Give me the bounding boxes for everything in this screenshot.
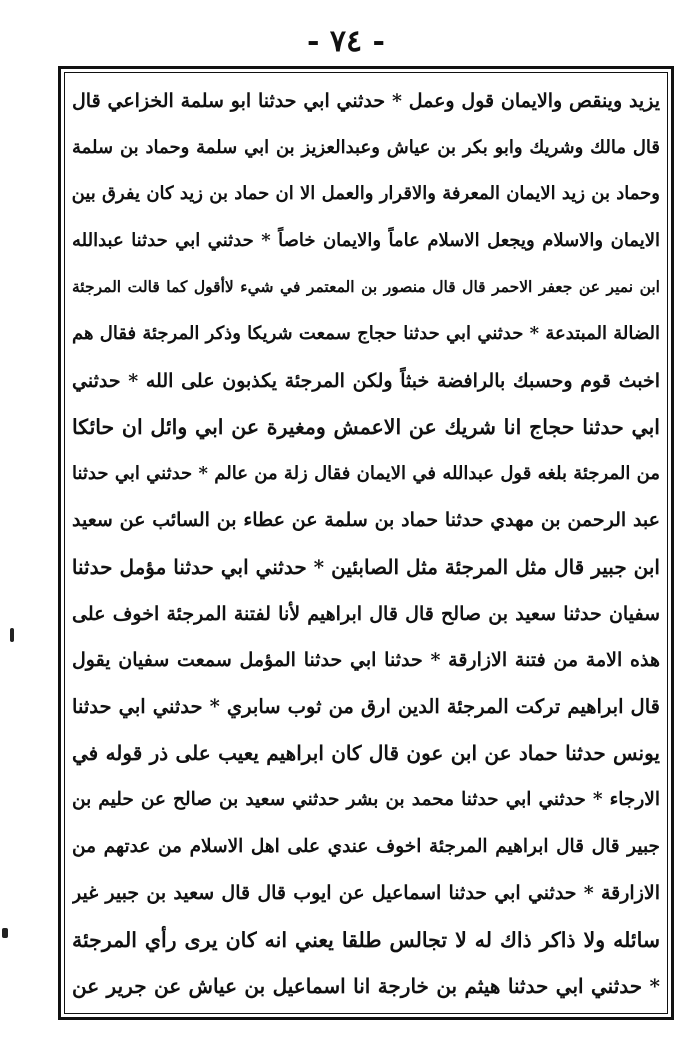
text-line: الازارقة * حدثني ابي حدثنا اسماعيل عن ايوب قال قال سعيد بن جبير غير bbox=[72, 882, 660, 905]
text-line: جبير قال قال ابراهيم المرجئة اخوف عندي على اهل الاسلام من عدتهم من bbox=[72, 835, 660, 857]
text-line: ابن جبير قال مثل المرجئة مثل الصابئين * حدثني ابي حدثنا مؤمل حدثنا bbox=[72, 554, 660, 579]
text-body bbox=[72, 78, 660, 1010]
text-line: وحماد بن زيد الايمان المعرفة والاقرار والعمل الا ان حماد بن زيد كان يفرق بين bbox=[72, 183, 660, 205]
text-line: سائله ولا ذاكر ذاك له لا تجالس طلقا يعني انه كان يرى رأي المرجئة bbox=[72, 927, 660, 952]
text-line: الضالة المبتدعة * حدثني ابي حدثنا حجاج سمعت شريكا وذكر المرجئة فقال هم bbox=[72, 322, 660, 344]
margin-mark bbox=[10, 628, 14, 642]
text-line: هذه الامة من فتنة الازارقة * حدثنا ابي حدثنا المؤمل سمعت سفيان يقول bbox=[72, 649, 660, 672]
text-line: الارجاء * حدثني ابي حدثنا محمد بن بشر حدثني سعيد بن صالح عن حليم بن bbox=[72, 788, 660, 810]
text-line: يزيد وينقص والايمان قول وعمل * حدثني ابي حدثنا ابو سلمة الخزاعي قال bbox=[72, 90, 660, 112]
text-line: اخبث قوم وحسبك بالرافضة خبثاً ولكن المرجئة يكذبون على الله * حدثني bbox=[72, 369, 660, 392]
page-number: - ٧٤ - bbox=[306, 24, 386, 59]
margin-mark bbox=[2, 928, 8, 938]
text-line: قال مالك وشريك وابو بكر بن عياش وعبدالعزيز بن ابي سلمة وحماد بن سلمة bbox=[72, 136, 660, 158]
text-line: الايمان والاسلام ويجعل الاسلام عاماً والايمان خاصاً * حدثني ابي حدثنا عبدالله bbox=[72, 229, 660, 251]
text-line: عبد الرحمن بن مهدي حدثنا حماد بن سلمة عن عطاء بن السائب عن سعيد bbox=[72, 509, 660, 532]
text-line: ابن نمير عن جعفر الاحمر قال قال منصور بن المعتمر في شيء لاأقول كما قالت المرجئة bbox=[72, 277, 660, 297]
text-line: سفيان حدثنا سعيد بن صالح قال قال ابراهيم لأنا لفتنة المرجئة اخوف على bbox=[72, 602, 660, 625]
text-line: من المرجئة بلغه قول عبدالله في الايمان فقال زلة من عالم * حدثني ابي حدثنا bbox=[72, 462, 660, 484]
text-line: ابي حدثنا حجاج انا شريك عن الاعمش ومغيرة عن ابي وائل ان حائكا bbox=[72, 415, 660, 440]
text-line: * حدثني ابي حدثنا هيثم بن خارجة انا اسماعيل بن عياش عن جرير عن bbox=[72, 974, 660, 999]
text-line: قال ابراهيم تركت المرجئة الدين ارق من ثوب سابري * حدثني ابي حدثنا bbox=[72, 694, 660, 718]
text-line: يونس حدثنا حماد عن ابن عون قال كان ابراهيم يعيب على ذر قوله في bbox=[72, 741, 660, 766]
